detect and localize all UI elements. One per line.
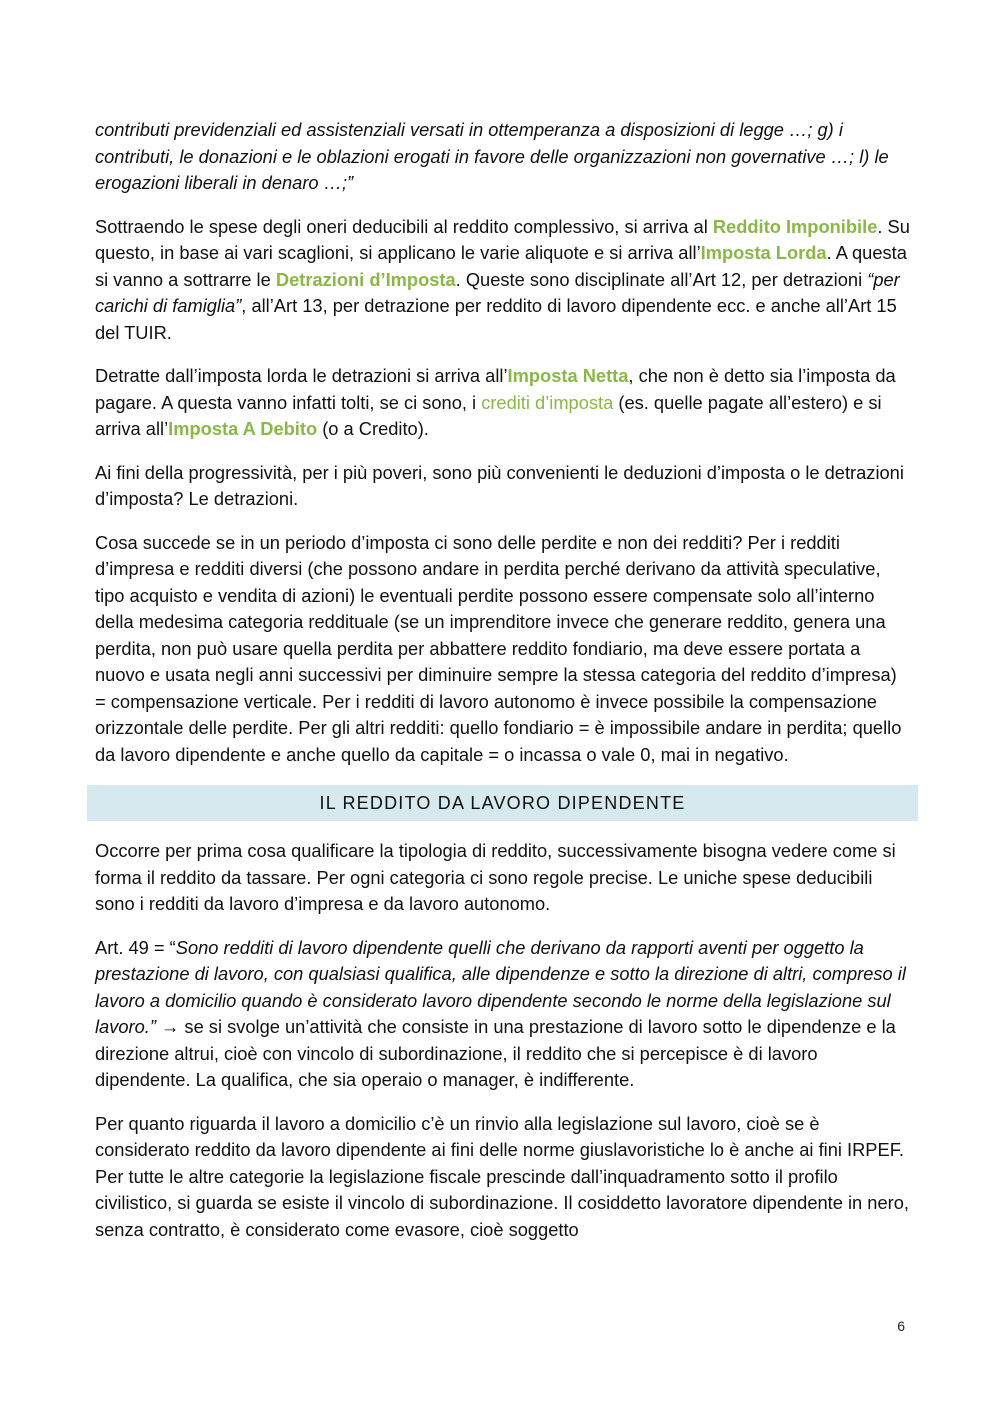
highlight-detrazioni-imposta: Detrazioni d’Imposta	[275, 268, 456, 290]
paragraph-art-49	[95, 935, 910, 1094]
text-run: se si svolge un’attività che consiste in una prestazione di lavoro sotto le dipendenze e la direzione altrui, cioè con vincolo di subordinazione, il reddito che si percepisce è di lavoro dipendente. La qualifica, che sia operaio o manager, è indifferente.	[95, 1016, 896, 1090]
paragraph-lavoro-domicilio: Per quanto riguarda il lavoro a domicilio c’è un rinvio alla legislazione sul lavoro, cioè se è considerato reddito da lavoro dipendente ai fini delle norme giuslavoristiche lo è anche ai fini IRPEF. Per tutte le altre categorie la legislazione fiscale prescinde dall’inquadramento sotto il profilo civilistico, si guarda se esiste il vincolo di subordinazione. Il cosiddetto lavoratore dipendente in nero, senza contratto, è considerato come evasore, cioè soggetto	[95, 1112, 909, 1240]
highlight-imposta-netta: Imposta Netta	[507, 365, 629, 386]
text-run: (es. quelle pagate all’estero) e si arriva all’	[95, 391, 882, 439]
text-run: (o a Credito).	[317, 418, 429, 439]
paragraph-tipologia-reddito: Occorre per prima cosa qualificare la tipologia di reddito, successivamente bisogna vedere come si forma il reddito da tassare. Per ogni categoria ci sono regole precise. Le uniche spese deducibili sono i redditi da lavoro d’impresa e da lavoro autonomo.	[95, 840, 896, 914]
arrow-icon: →	[155, 1016, 185, 1037]
document-page	[95, 117, 910, 1260]
italic-quote: Sono redditi di lavoro dipendente quelli che derivano da rapporti aventi per oggetto la prestazione di lavoro, con qualsiasi qualifica, alle dipendenze e sotto la direzione di altri, compreso il lavoro a domicilio quando è considerato lavoro dipendente secondo le norme della legislazione sul lavoro.”	[95, 936, 906, 1037]
paragraph-progressivita: Ai fini della progressività, per i più poveri, sono più convenienti le deduzioni d’imposta o le detrazioni d’imposta? Le detrazioni.	[95, 461, 904, 509]
section-heading: IL REDDITO DA LAVORO DIPENDENTE	[87, 785, 918, 821]
text-run: , all’Art 13, per detrazione per reddito di lavoro dipendente ecc. e anche all’Art 15 del TUIR.	[95, 295, 897, 343]
paragraph-imposta-netta	[95, 363, 910, 443]
text-run: . A questa si vanno a sottrarre le	[95, 242, 907, 290]
highlight-reddito-imponibile: Reddito Imponibile	[712, 215, 878, 237]
page-number: 6	[897, 1318, 905, 1334]
highlight-imposta-a-debito: Imposta A Debito	[168, 418, 318, 439]
paragraph-reddito-imponibile	[95, 214, 910, 347]
text-run: , che non è detto sia l’imposta da pagare. A questa vanno infatti tolti, se ci sono, i	[95, 365, 896, 413]
italic-run: “per carichi di famiglia”	[95, 268, 900, 316]
paragraph-quote-continuation: contributi previdenziali ed assistenziali versati in ottemperanza a disposizioni di legge …; g) i contributi, le donazioni e le oblazioni erogati in favore delle organizzazioni non governative …; l) le erogazioni liberali in denaro …;”	[95, 119, 889, 193]
text-run: Sottraendo le spese degli oneri deducibili al reddito complessivo, si arriva al	[95, 215, 713, 237]
text-run: . Queste sono disciplinate all’Art 12, per detrazioni	[455, 268, 868, 290]
text-run: Art. 49 = “	[95, 936, 176, 958]
text-run: Detratte dall’imposta lorda le detrazioni si arriva all’	[95, 365, 508, 386]
paragraph-perdite: Cosa succede se in un periodo d’imposta ci sono delle perdite e non dei redditi? Per i redditi d’impresa e redditi diversi (che possono andare in perdita perché derivano da attività speculative, tipo acquisto e vendita di azioni) le eventuali perdite possono essere compensate solo all’interno della medesima categoria reddituale (se un imprenditore invece che generare reddito, genera una perdita, non può usare quella perdita per abbattere reddito fondiario, ma deve essere portata a nuovo e usata negli anni successivi per diminuire sempre la stessa categoria del reddito d’impresa) = compensazione verticale. Per i redditi di lavoro autonomo è invece possibile la compensazione orizzontale delle perdite. Per gli altri redditi: quello fondiario = è impossibile andare in perdita; quello da lavoro dipendente e anche quello da capitale = o incassa o vale 0, mai in negativo.	[95, 531, 902, 765]
text-run: . Su questo, in base ai vari scaglioni, si applicano le varie aliquote e si arriva all’	[95, 215, 910, 263]
highlight-imposta-lorda: Imposta Lorda	[700, 242, 827, 263]
highlight-crediti-imposta: crediti d’imposta	[481, 391, 614, 413]
